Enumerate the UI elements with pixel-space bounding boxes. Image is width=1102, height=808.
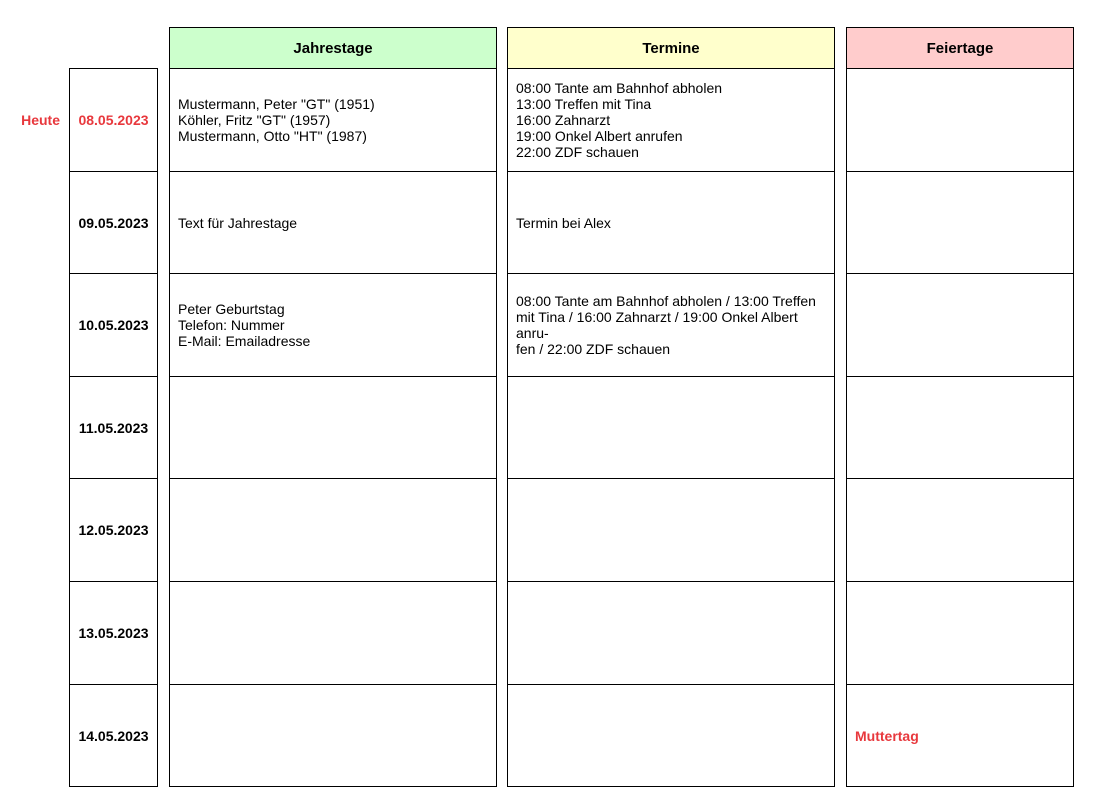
- feiertage-cell[interactable]: [846, 478, 1074, 582]
- feiertage-cell[interactable]: [846, 376, 1074, 479]
- jahrestage-cell[interactable]: [169, 68, 497, 172]
- feiertage-text: Muttertag: [855, 727, 919, 744]
- date-cell: 10.05.2023: [69, 273, 158, 377]
- jahrestage-cell[interactable]: [169, 581, 497, 685]
- termine-cell[interactable]: [507, 376, 835, 479]
- termine-cell[interactable]: [507, 581, 835, 685]
- header-feiertage: Feiertage: [846, 27, 1074, 69]
- date-cell: 11.05.2023: [69, 376, 158, 479]
- jahrestage-cell[interactable]: [169, 273, 497, 377]
- jahrestage-text: Text für Jahrestage: [178, 214, 298, 231]
- header-jahrestage: Jahrestage: [169, 27, 497, 69]
- feiertage-cell[interactable]: [846, 171, 1074, 274]
- feiertage-cell[interactable]: [846, 581, 1074, 685]
- termine-cell[interactable]: [507, 684, 835, 787]
- jahrestage-cell[interactable]: [169, 376, 497, 479]
- termine-cell[interactable]: [507, 171, 835, 274]
- date-cell: 08.05.2023: [69, 68, 158, 172]
- jahrestage-text: Peter Geburtstag Telefon: Nummer E-Mail: Emailadresse: [178, 301, 311, 349]
- date-cell: 12.05.2023: [69, 478, 158, 582]
- feiertage-cell[interactable]: [846, 68, 1074, 172]
- termine-cell[interactable]: [507, 273, 835, 377]
- termine-text: 08:00 Tante am Bahnhof abholen / 13:00 Treffen mit Tina / 16:00 Zahnarzt / 19:00 Onkel Albert anru- fen / 22:00 ZDF schauen: [516, 293, 816, 357]
- termine-text: Termin bei Alex: [516, 214, 611, 231]
- termine-cell[interactable]: [507, 478, 835, 582]
- feiertage-cell[interactable]: [846, 684, 1074, 787]
- date-cell: 09.05.2023: [69, 171, 158, 274]
- date-cell: 13.05.2023: [69, 581, 158, 685]
- termine-text: 08:00 Tante am Bahnhof abholen 13:00 Treffen mit Tina 16:00 Zahnarzt 19:00 Onkel Albert anrufen 22:00 ZDF schauen: [516, 80, 723, 160]
- jahrestage-cell[interactable]: [169, 684, 497, 787]
- feiertage-cell[interactable]: [846, 273, 1074, 377]
- date-cell: 14.05.2023: [69, 684, 158, 787]
- jahrestage-cell[interactable]: [169, 478, 497, 582]
- today-label: Heute: [21, 112, 60, 128]
- jahrestage-cell[interactable]: [169, 171, 497, 274]
- termine-cell[interactable]: [507, 68, 835, 172]
- jahrestage-text: Mustermann, Peter "GT" (1951) Köhler, Fritz "GT" (1957) Mustermann, Otto "HT" (1987): [178, 96, 375, 144]
- header-termine: Termine: [507, 27, 835, 69]
